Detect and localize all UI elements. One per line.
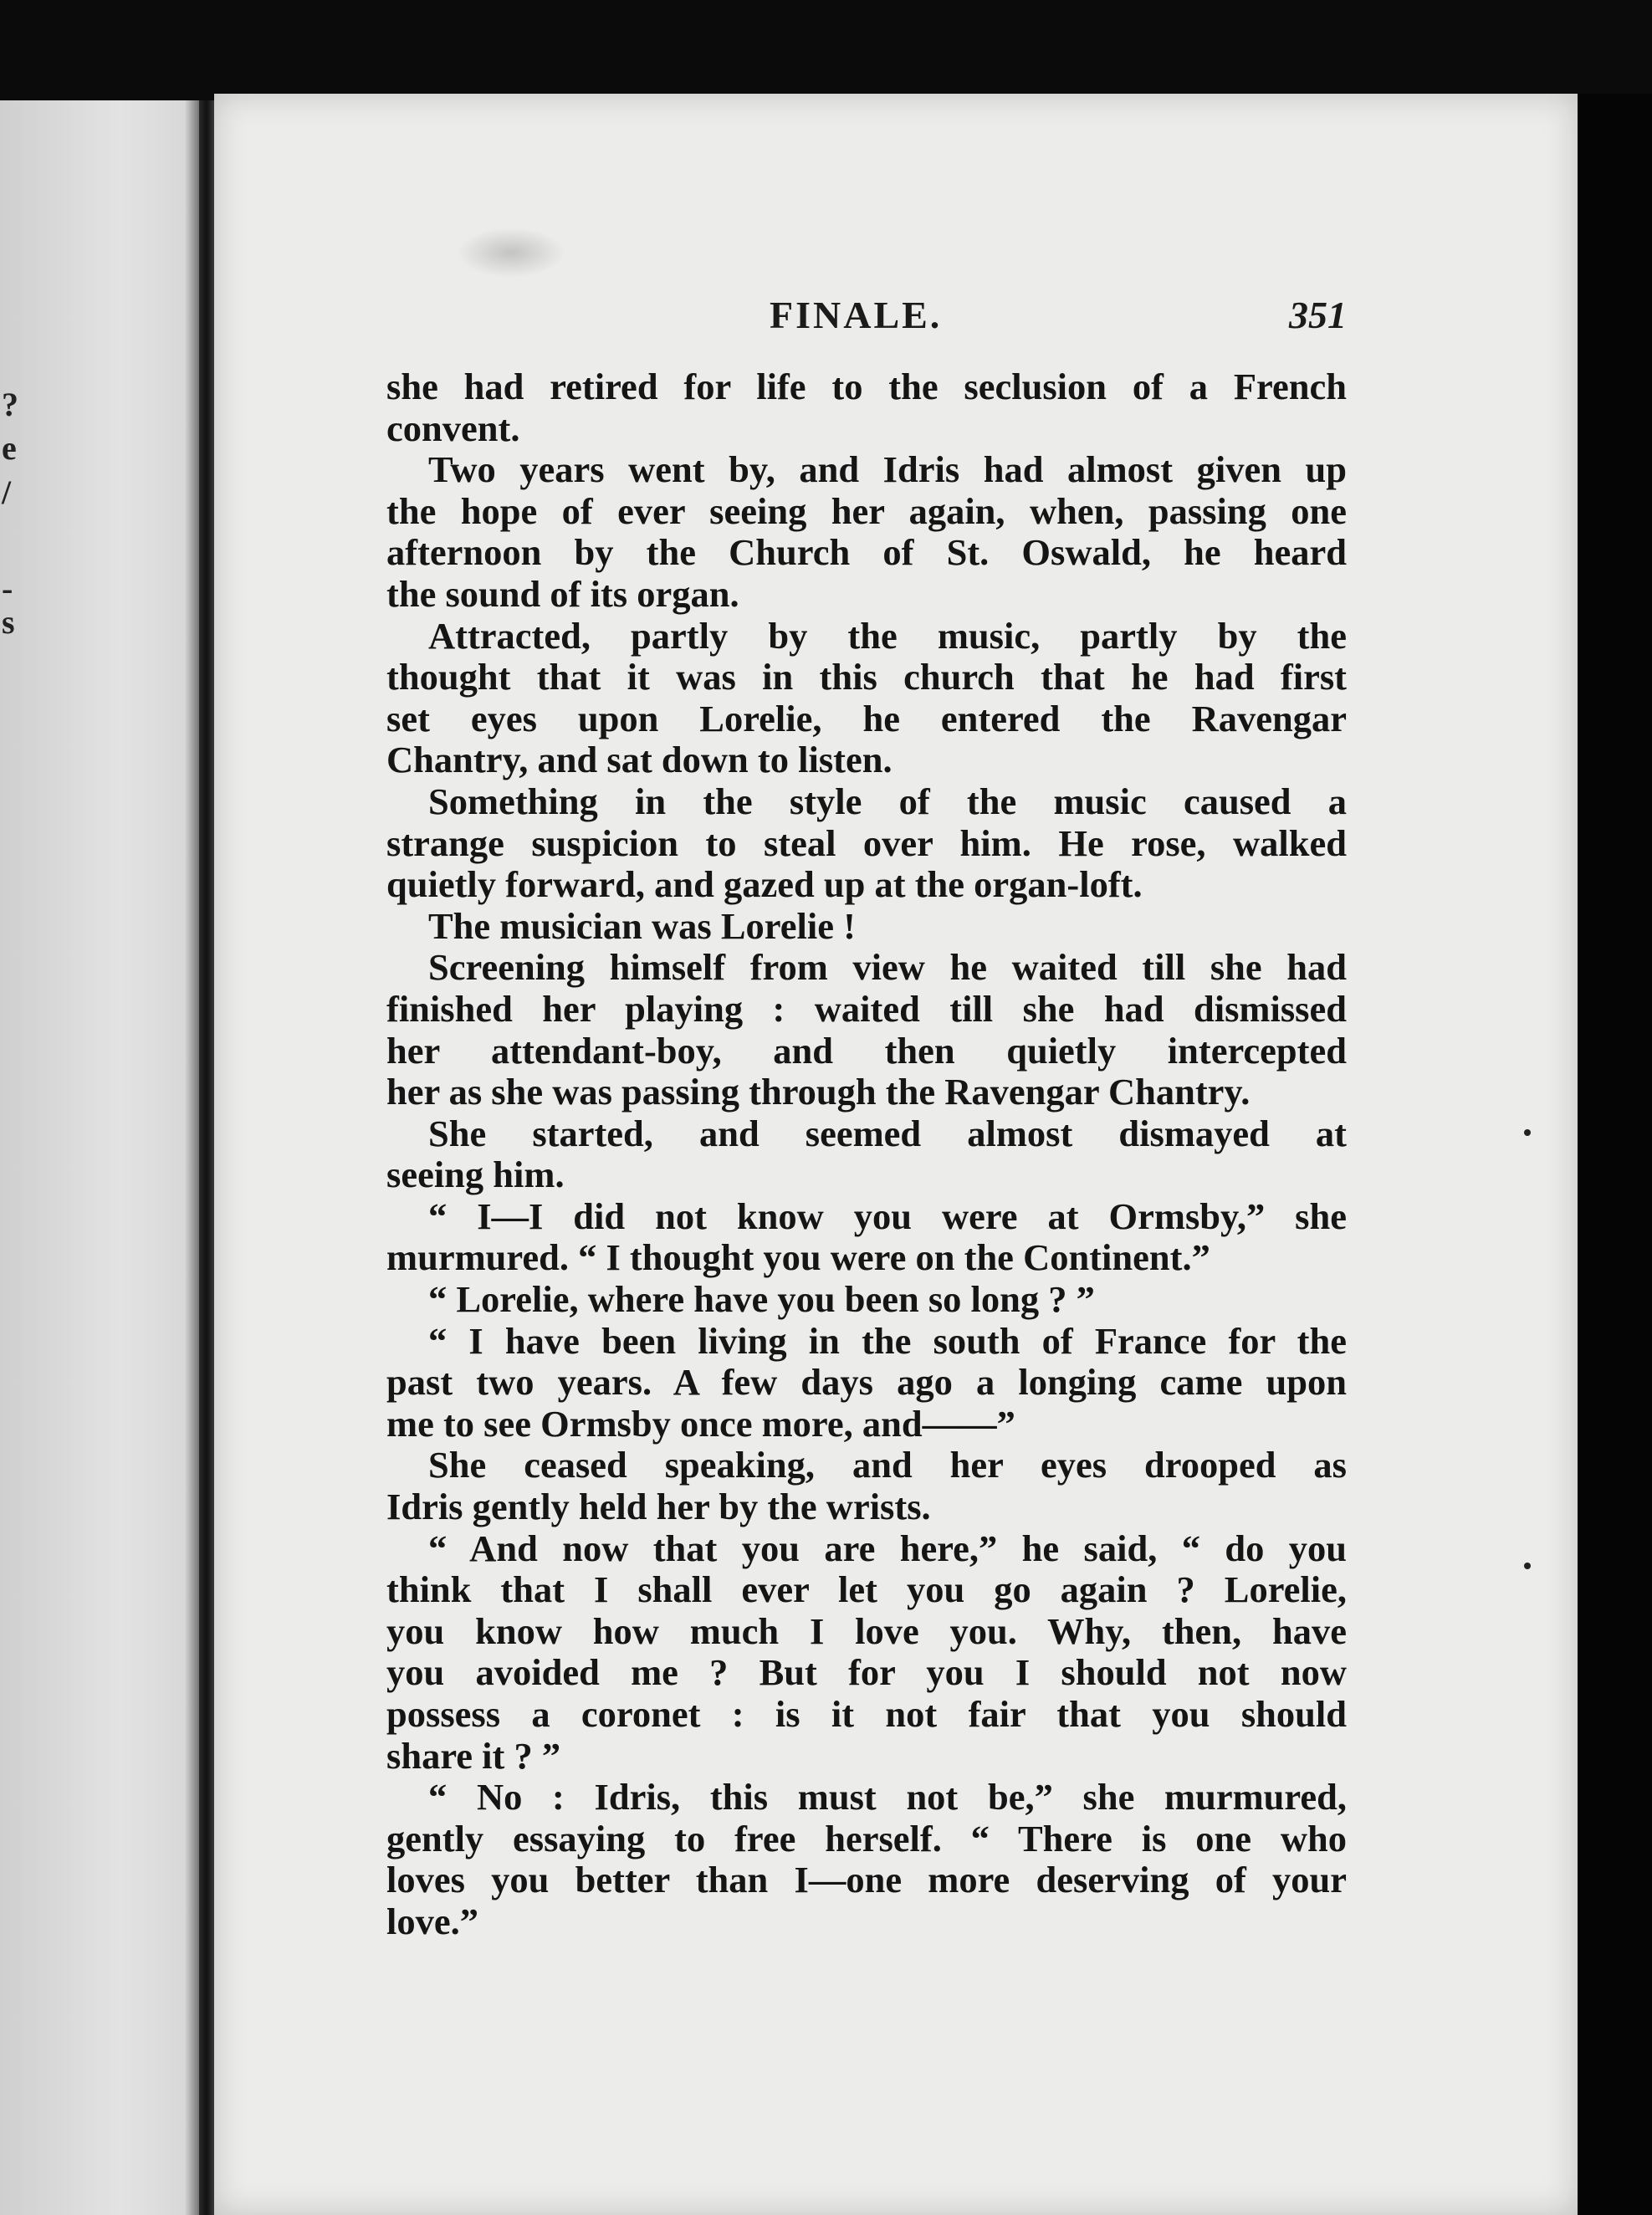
text-line: Idris gently held her by the wrists.: [386, 1486, 931, 1528]
text-line: Two years went by, and Idris had almost given up: [428, 448, 1347, 491]
text-line: thought that it was in this church that he had first: [386, 656, 1347, 698]
scan-speck: [1524, 1129, 1531, 1136]
text-line: “ No : Idris, this must not be,” she murmured,: [428, 1776, 1347, 1819]
text-line: “ Lorelie, where have you been so long ? ”: [428, 1278, 1095, 1321]
previous-page-edge: [0, 100, 201, 2215]
text-line: strange suspicion to steal over him. He rose, walked: [386, 821, 1347, 864]
text-line: Screening himself from view he waited till she had: [428, 946, 1347, 989]
text-line: share it ? ”: [386, 1734, 561, 1777]
text-line: the hope of ever seeing her again, when, passing one: [386, 489, 1347, 532]
text-line: love.”: [386, 1900, 478, 1942]
text-line: the sound of its organ.: [386, 572, 739, 615]
text-line: convent.: [386, 407, 520, 449]
text-line: The musician was Lorelie !: [428, 904, 856, 947]
scan-border: [1578, 94, 1652, 2215]
text-line: “ I have been living in the south of France for the: [428, 1319, 1347, 1362]
text-line: loves you better than I—one more deserving of your: [386, 1859, 1347, 1901]
previous-page-mark: s: [2, 603, 15, 641]
text-line: possess a coronet : is it not fair that you should: [386, 1693, 1347, 1735]
body-text: [386, 366, 1347, 1943]
text-line: She ceased speaking, and her eyes drooped as: [428, 1444, 1347, 1486]
book-gutter: [199, 100, 214, 2215]
text-line: her attendant-boy, and then quietly intercepted: [386, 1029, 1347, 1072]
text-line: finished her playing : waited till she had dismissed: [386, 987, 1347, 1030]
text-line: past two years. A few days ago a longing came upon: [386, 1361, 1347, 1404]
text-line: Chantry, and sat down to listen.: [386, 739, 892, 781]
text-line: “ And now that you are here,” he said, “ do you: [428, 1527, 1347, 1569]
text-line: afternoon by the Church of St. Oswald, he heard: [386, 531, 1347, 574]
previous-page-mark: e: [2, 429, 17, 467]
running-title: FINALE.: [770, 294, 943, 336]
previous-page-mark: -: [2, 570, 13, 607]
text-line: me to see Ormsby once more, and——”: [386, 1402, 1015, 1445]
page-number: 351: [1289, 294, 1347, 336]
text-line: gently essaying to free herself. “ There is one who: [386, 1817, 1347, 1859]
text-line: “ I—I did not know you were at Ormsby,” she: [428, 1194, 1347, 1237]
text-line: her as she was passing through the Ravengar Chantry.: [386, 1071, 1251, 1113]
text-line: you know how much I love you. Why, then, have: [386, 1609, 1347, 1652]
text-line: think that I shall ever let you go again ? Lorelie,: [386, 1568, 1347, 1611]
text-line: set eyes upon Lorelie, he entered the Ravengar: [386, 697, 1347, 739]
text-line: she had retired for life to the seclusion of a French: [386, 366, 1347, 407]
text-line: She started, and seemed almost dismayed at: [428, 1112, 1347, 1154]
text-line: you avoided me ? But for you I should not now: [386, 1651, 1347, 1694]
previous-page-mark: ?: [2, 386, 18, 423]
text-line: quietly forward, and gazed up at the organ-loft.: [386, 863, 1143, 906]
text-line: Something in the style of the music caused a: [428, 780, 1347, 822]
text-line: seeing him.: [386, 1154, 565, 1196]
page-header: [385, 293, 1347, 351]
page-smudge: [457, 228, 565, 278]
text-line: murmured. “ I thought you were on the Continent.”: [386, 1236, 1210, 1279]
text-line: Attracted, partly by the music, partly by the: [428, 614, 1347, 657]
previous-page-mark: /: [2, 473, 12, 511]
scan-speck: [1524, 1563, 1531, 1569]
